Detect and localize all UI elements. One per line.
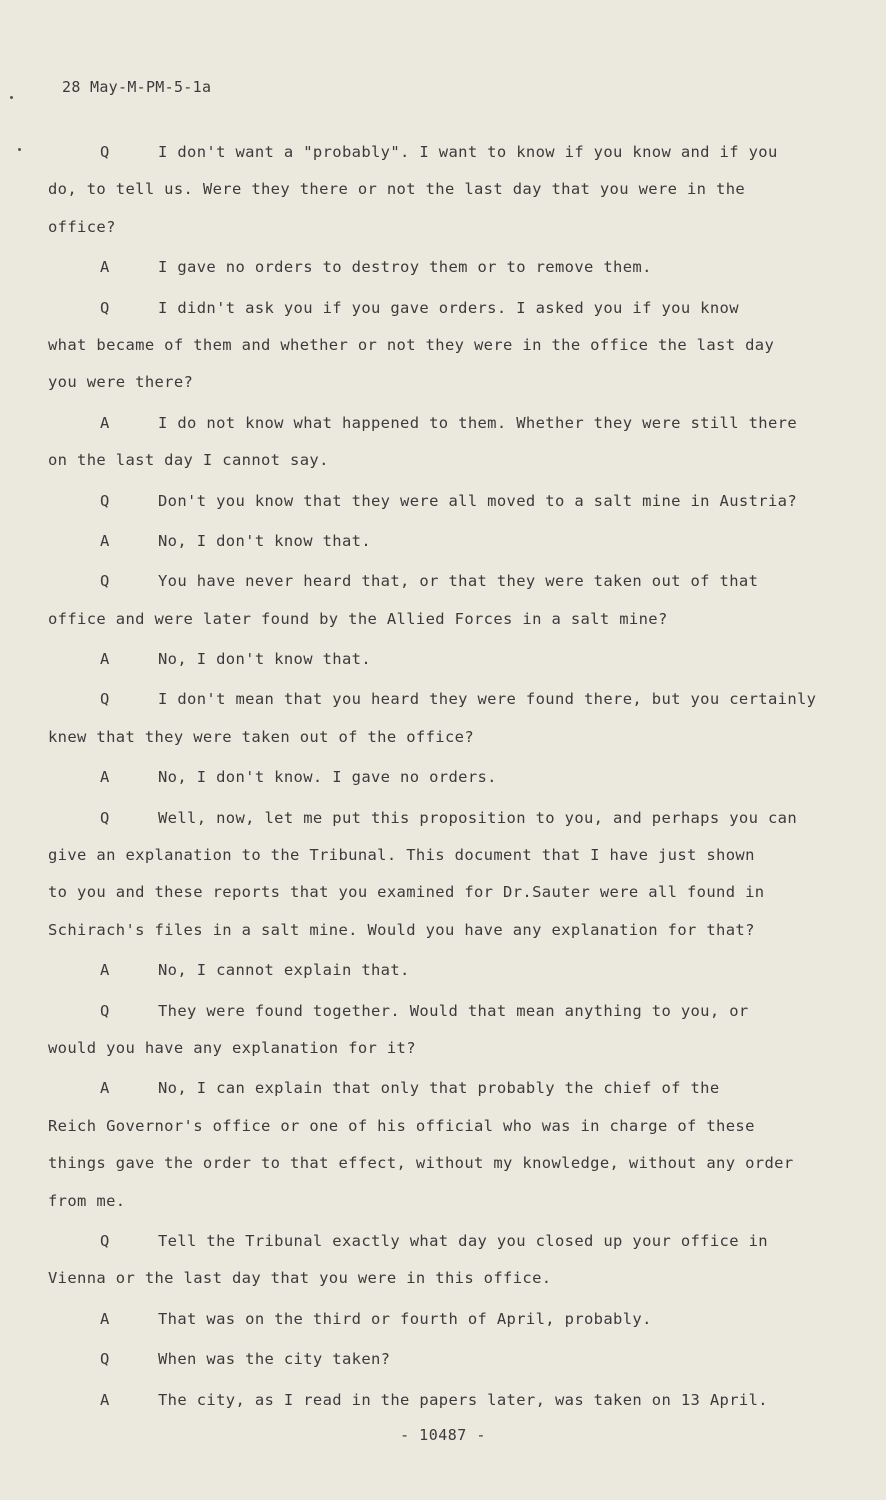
transcript-line — [48, 1382, 828, 1419]
transcript-line — [48, 912, 828, 949]
line-text: Well, now, let me put this proposition to you, and perhaps you can — [158, 808, 797, 827]
transcript-entry — [48, 681, 828, 756]
transcript-entry — [48, 993, 828, 1068]
line-text: knew that they were taken out of the office? — [48, 727, 474, 746]
answer-marker: A — [100, 413, 110, 432]
transcript-entry — [48, 1223, 828, 1298]
line-text: what became of them and whether or not they were in the office the last day — [48, 335, 775, 354]
transcript-line — [48, 1030, 828, 1067]
transcript-line — [48, 563, 828, 600]
transcript-line — [48, 800, 828, 837]
answer-marker: A — [100, 531, 110, 550]
transcript-line — [48, 1223, 828, 1260]
line-text: No, I can explain that only that probably the chief of the — [158, 1079, 720, 1098]
line-text: do, to tell us. Were they there or not the last day that you were in the — [48, 180, 746, 199]
transcript-entry — [48, 952, 828, 989]
line-text: No, I don't know that. — [158, 531, 371, 550]
transcript-line — [48, 1145, 828, 1182]
line-text: You have never heard that, or that they were taken out of that — [158, 572, 759, 591]
question-marker: Q — [100, 1001, 110, 1020]
line-text: Tell the Tribunal exactly what day you closed up your office in — [158, 1231, 768, 1250]
transcript-entry — [48, 134, 828, 246]
transcript-line — [48, 209, 828, 246]
margin-mark — [10, 96, 13, 99]
transcript-entry — [48, 641, 828, 678]
line-text: on the last day I cannot say. — [48, 451, 329, 470]
transcript-line — [48, 171, 828, 208]
transcript-entry — [48, 483, 828, 520]
transcript-line — [48, 1341, 828, 1378]
answer-marker: A — [100, 650, 110, 669]
transcript-line — [48, 134, 828, 171]
answer-marker: A — [100, 1309, 110, 1328]
line-text: No, I cannot explain that. — [158, 961, 410, 980]
line-text: That was on the third or fourth of April, probably. — [158, 1309, 652, 1328]
transcript-entry — [48, 800, 828, 950]
line-text: office? — [48, 217, 116, 236]
question-marker: Q — [100, 1231, 110, 1250]
transcript-line — [48, 249, 828, 286]
line-text: Vienna or the last day that you were in this office. — [48, 1269, 552, 1288]
line-text: Reich Governor's office or one of his official who was in charge of these — [48, 1116, 755, 1135]
question-marker: Q — [100, 808, 110, 827]
line-text: things gave the order to that effect, without my knowledge, without any order — [48, 1154, 794, 1173]
transcript-line — [48, 327, 828, 364]
transcript-line — [48, 290, 828, 327]
transcript-body — [48, 134, 828, 1422]
question-marker: Q — [100, 1350, 110, 1369]
line-text: from me. — [48, 1191, 126, 1210]
question-marker: Q — [100, 143, 110, 161]
transcript-line — [48, 952, 828, 989]
transcript-entry — [48, 523, 828, 560]
transcript-line — [48, 1260, 828, 1297]
line-text: to you and these reports that you examined for Dr.Sauter were all found in — [48, 883, 765, 902]
transcript-line — [48, 641, 828, 678]
question-marker: Q — [100, 298, 110, 317]
line-text: No, I don't know. I gave no orders. — [158, 768, 497, 787]
transcript-line — [48, 523, 828, 560]
transcript-line — [48, 874, 828, 911]
margin-mark — [18, 148, 21, 151]
question-marker: Q — [100, 491, 110, 510]
line-text: I gave no orders to destroy them or to remove them. — [158, 258, 652, 277]
line-text: Schirach's files in a salt mine. Would you have any explanation for that? — [48, 920, 755, 939]
line-text: They were found together. Would that mean anything to you, or — [158, 1001, 749, 1020]
line-text: I do not know what happened to them. Whether they were still there — [158, 413, 797, 432]
line-text: The city, as I read in the papers later, was taken on 13 April. — [158, 1390, 768, 1409]
transcript-line — [48, 1183, 828, 1220]
transcript-line — [48, 993, 828, 1030]
line-text: I didn't ask you if you gave orders. I asked you if you know — [158, 298, 739, 317]
transcript-entry — [48, 1341, 828, 1378]
line-text: I don't want a "probably". I want to know if you know and if you — [158, 143, 778, 161]
line-text: office and were later found by the Allied Forces in a salt mine? — [48, 609, 668, 628]
transcript-entry — [48, 1382, 828, 1419]
transcript-entry — [48, 290, 828, 402]
answer-marker: A — [100, 961, 110, 980]
transcript-line — [48, 601, 828, 638]
transcript-line — [48, 681, 828, 718]
answer-marker: A — [100, 258, 110, 277]
transcript-line — [48, 1301, 828, 1338]
transcript-entry — [48, 1070, 828, 1220]
transcript-line — [48, 1070, 828, 1107]
answer-marker: A — [100, 1390, 110, 1409]
answer-marker: A — [100, 768, 110, 787]
answer-marker: A — [100, 1079, 110, 1098]
question-marker: Q — [100, 690, 110, 709]
transcript-entry — [48, 249, 828, 286]
transcript-entry — [48, 405, 828, 480]
transcript-line — [48, 837, 828, 874]
page-number: - 10487 - — [400, 1426, 486, 1444]
transcript-line — [48, 483, 828, 520]
document-header: 28 May-M-PM-5-1a — [62, 78, 212, 96]
transcript-line — [48, 759, 828, 796]
transcript-line — [48, 364, 828, 401]
transcript-line — [48, 442, 828, 479]
transcript-entry — [48, 759, 828, 796]
line-text: would you have any explanation for it? — [48, 1038, 416, 1057]
transcript-entry — [48, 1301, 828, 1338]
line-text: give an explanation to the Tribunal. This document that I have just shown — [48, 846, 755, 865]
line-text: When was the city taken? — [158, 1350, 391, 1369]
question-marker: Q — [100, 572, 110, 591]
transcript-line — [48, 1108, 828, 1145]
line-text: No, I don't know that. — [158, 650, 371, 669]
line-text: you were there? — [48, 373, 194, 392]
line-text: Don't you know that they were all moved to a salt mine in Austria? — [158, 491, 797, 510]
transcript-line — [48, 719, 828, 756]
transcript-line — [48, 405, 828, 442]
line-text: I don't mean that you heard they were found there, but you certainly — [158, 690, 817, 709]
transcript-entry — [48, 563, 828, 638]
